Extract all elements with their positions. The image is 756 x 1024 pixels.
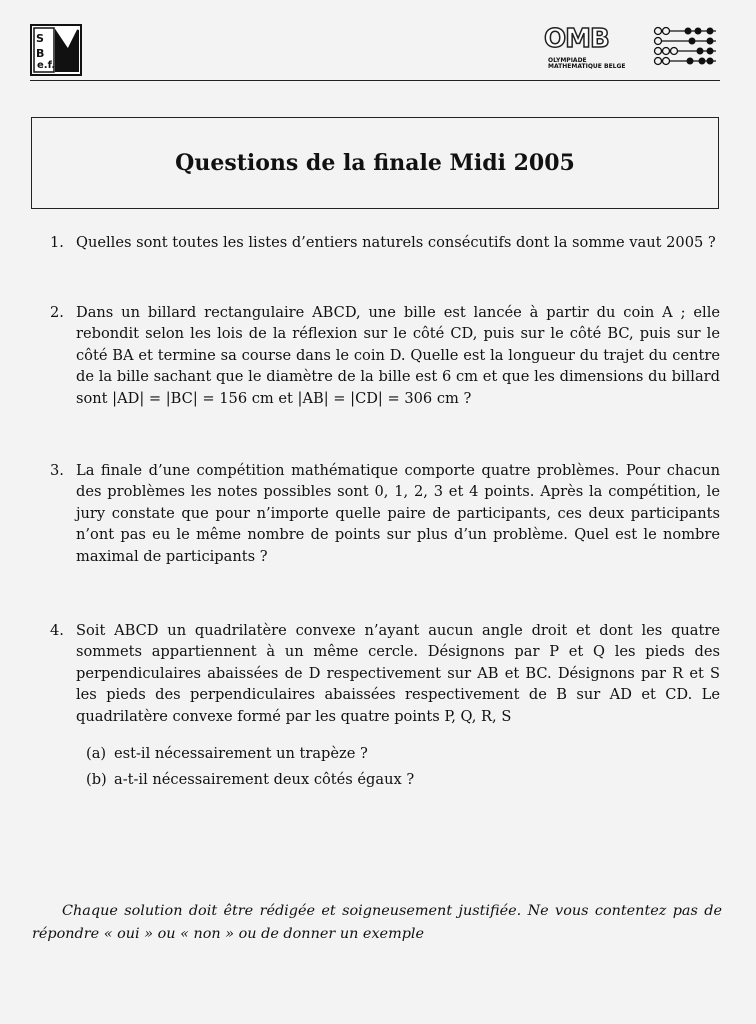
question-3 xyxy=(50,460,720,567)
footer-note: Chaque solution doit être rédigée et soigneusement justifiée. Ne vous contentez pas de répondre « oui » ou « non » ou de donner un exemple xyxy=(32,903,722,942)
part-label: (b) xyxy=(86,771,107,788)
question-text: Dans un billard rectangulaire ABCD, une bille est lancée à partir du coin A ; elle rebondit selon les lois de la réflexion sur le côté CD, puis sur le côté BC, puis sur le côté BA et termine sa course dans le coin D. Quelle est la longueur du trajet du centre de la bille sachant que le diamètre de la bille est 6 cm et que les dimensions du billard sont |AD| = |BC| = 156 cm et |AB| = |CD| = 306 cm ? xyxy=(76,304,720,407)
sbpm-logo xyxy=(30,24,82,76)
question-2 xyxy=(50,302,720,409)
title-box xyxy=(31,117,719,209)
question-4-part-b xyxy=(86,769,414,790)
omb-logo-line1: OLYMPIADE xyxy=(548,57,587,64)
question-number: 1. xyxy=(50,234,64,251)
part-text: est-il nécessairement un trapèze ? xyxy=(114,745,368,762)
question-text: Quelles sont toutes les listes d’entiers naturels consécutifs dont la somme vaut 2005 ? xyxy=(76,234,716,251)
sbpm-logo-text: e.f. xyxy=(37,60,56,71)
part-text: a-t-il nécessairement deux côtés égaux ? xyxy=(114,771,415,788)
question-number: 2. xyxy=(50,304,64,321)
omb-logo-mark: OMB xyxy=(544,24,609,54)
question-text: Soit ABCD un quadrilatère convexe n’ayant aucun angle droit et dont les quatre sommets appartiennent à un même cercle. Désignons par P et Q les pieds des perpendiculaires abaissées de D respectivement sur AB et BC. Désignons par R et S les pieds des perpendiculaires abaissées respectivement de B sur AD et CD. Le quadrilatère convexe formé par les quatre points P, Q, R, S xyxy=(76,622,720,725)
question-4 xyxy=(50,620,720,727)
part-label: (a) xyxy=(86,745,107,762)
abacus-icon xyxy=(652,26,718,68)
question-1 xyxy=(50,232,720,253)
page-title: Questions de la finale Midi 2005 xyxy=(175,150,575,176)
question-number: 3. xyxy=(50,462,64,479)
svg-text:B: B xyxy=(36,47,45,60)
question-4-part-a xyxy=(86,743,368,764)
svg-text:S: S xyxy=(36,32,44,45)
header-divider xyxy=(30,80,720,81)
omb-logo-line2: MATHEMATIQUE BELGE xyxy=(548,63,626,70)
question-number: 4. xyxy=(50,622,64,639)
omb-logo xyxy=(544,24,634,72)
question-text: La finale d’une compétition mathématique comporte quatre problèmes. Pour chacun des problèmes les notes possibles sont 0, 1, 2, 3 et 4 points. Après la compétition, le jury constate que pour n’importe quelle paire de participants, ces deux participants n’ont pas eu le même nombre de points sur plus d’un problème. Quel est le nombre maximal de participants ? xyxy=(76,462,720,565)
